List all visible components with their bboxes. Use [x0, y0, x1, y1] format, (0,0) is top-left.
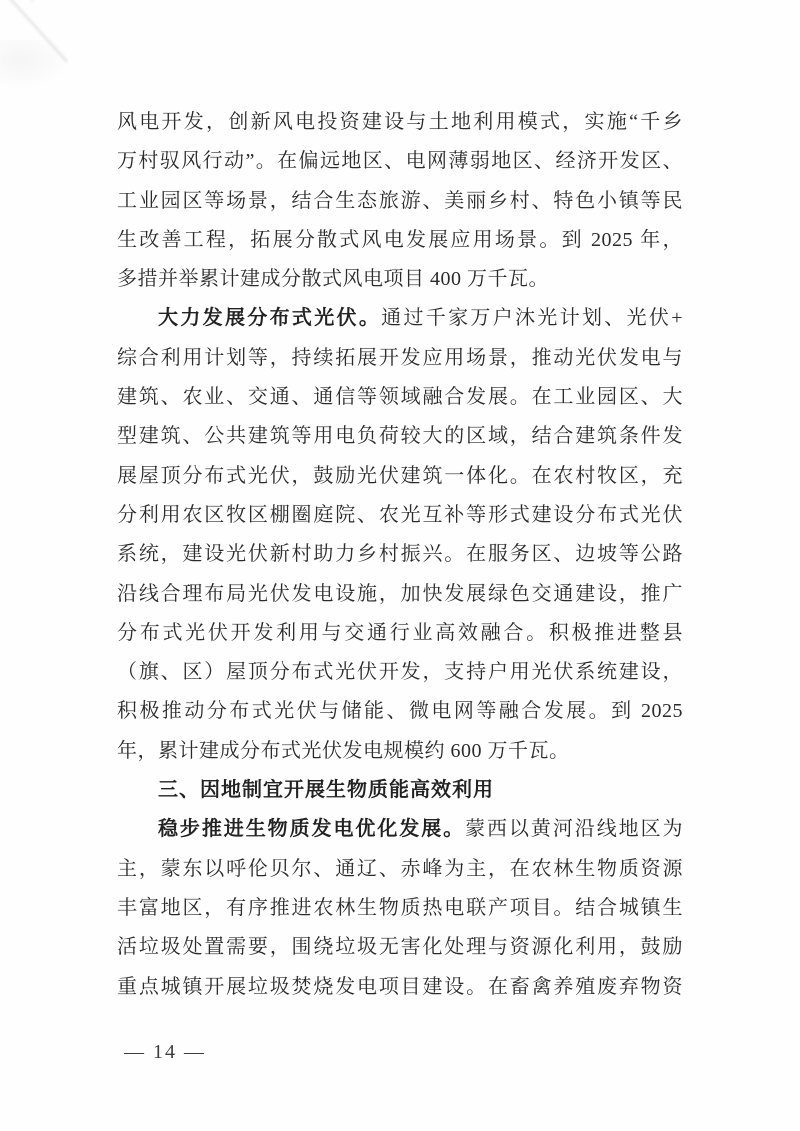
- body-text: 综合利用计划等，持续拓展开发应用场景，推动光伏发电与: [117, 346, 683, 369]
- body-text: 丰富地区，有序推进农林生物质热电联产项目。结合城镇生: [117, 896, 683, 919]
- text-line: [117, 496, 683, 535]
- text-line: [117, 732, 683, 771]
- body-text: 重点城镇开展垃圾焚烧发电项目建设。在畜禽养殖废弃物资: [117, 975, 683, 998]
- text-line: [117, 928, 683, 967]
- scan-smudge-icon: [6, 0, 68, 63]
- text-line: [117, 535, 683, 574]
- text-line: [117, 142, 683, 181]
- emphasis-text: 三、因地制宜开展生物质能高效利用: [158, 779, 494, 802]
- body-text: 风电开发，创新风电投资建设与土地利用模式，实施“千乡: [117, 111, 683, 133]
- text-line: [117, 378, 683, 417]
- text-line: [117, 889, 683, 928]
- body-text: 多措并举累计建成分散式风电项目 400 万千瓦。: [117, 268, 549, 291]
- body-text: 分布式光伏开发利用与交通行业高效融合。积极推进整县: [117, 621, 683, 644]
- body-text: 分利用农区牧区棚圈庭院、农光互补等形式建设分布式光伏: [117, 503, 683, 526]
- text-line: [117, 614, 683, 653]
- body-text: 通过千家万户沐光计划、光伏+: [381, 307, 683, 330]
- body-text: 系统，建设光伏新村助力乡村振兴。在服务区、边坡等公路: [117, 543, 683, 566]
- text-line: [117, 653, 683, 692]
- page-text-block: [117, 103, 683, 1007]
- text-line: [117, 299, 683, 338]
- text-line: [117, 260, 683, 299]
- text-line: [117, 692, 683, 731]
- body-text: 万村驭风行动”。在偏远地区、电网薄弱地区、经济开发区、: [117, 150, 683, 173]
- body-text: 积极推动分布式光伏与储能、微电网等融合发展。到 2025: [117, 700, 683, 723]
- body-text: 沿线合理布局光伏发电设施，加快发展绿色交通建设，推广: [117, 582, 683, 605]
- body-text: 蒙西以黄河沿线地区为: [465, 818, 683, 841]
- text-line: [117, 103, 683, 142]
- body-text: 型建筑、公共建筑等用电负荷较大的区域，结合建筑条件发: [117, 425, 683, 448]
- text-line: [117, 221, 683, 260]
- body-text: 生改善工程，拓展分散式风电发展应用场景。到 2025 年，: [117, 228, 683, 251]
- text-line: [117, 968, 683, 1007]
- emphasis-text: 稳步推进生物质发电优化发展。: [158, 818, 466, 841]
- text-line: [117, 417, 683, 456]
- text-line: [117, 457, 683, 496]
- body-text: 建筑、农业、交通、通信等领域融合发展。在工业园区、大: [117, 386, 683, 409]
- page-number: — 14 —: [124, 1041, 206, 1063]
- text-line: [117, 182, 683, 221]
- text-line: [117, 850, 683, 889]
- text-line: [117, 339, 683, 378]
- body-text: 展屋顶分布式光伏，鼓励光伏建筑一体化。在农村牧区，充: [117, 464, 683, 487]
- body-text: 主，蒙东以呼伦贝尔、通辽、赤峰为主，在农林生物质资源: [117, 857, 683, 880]
- body-text: 工业园区等场景，结合生态旅游、美丽乡村、特色小镇等民: [117, 189, 683, 212]
- body-text: 年，累计建成分布式光伏发电规模约 600 万千瓦。: [117, 739, 570, 762]
- scan-smudge-icon: [0, 40, 70, 90]
- emphasis-text: 大力发展分布式光伏。: [158, 307, 382, 330]
- text-line: [117, 810, 683, 849]
- text-line: [117, 575, 683, 614]
- section-heading: [117, 771, 683, 810]
- scan-smudge-icon: [30, 0, 66, 3]
- body-text: 活垃圾处置需要，围绕垃圾无害化处理与资源化利用，鼓励: [117, 936, 683, 959]
- body-text: （旗、区）屋顶分布式光伏开发，支持户用光伏系统建设，: [117, 661, 683, 684]
